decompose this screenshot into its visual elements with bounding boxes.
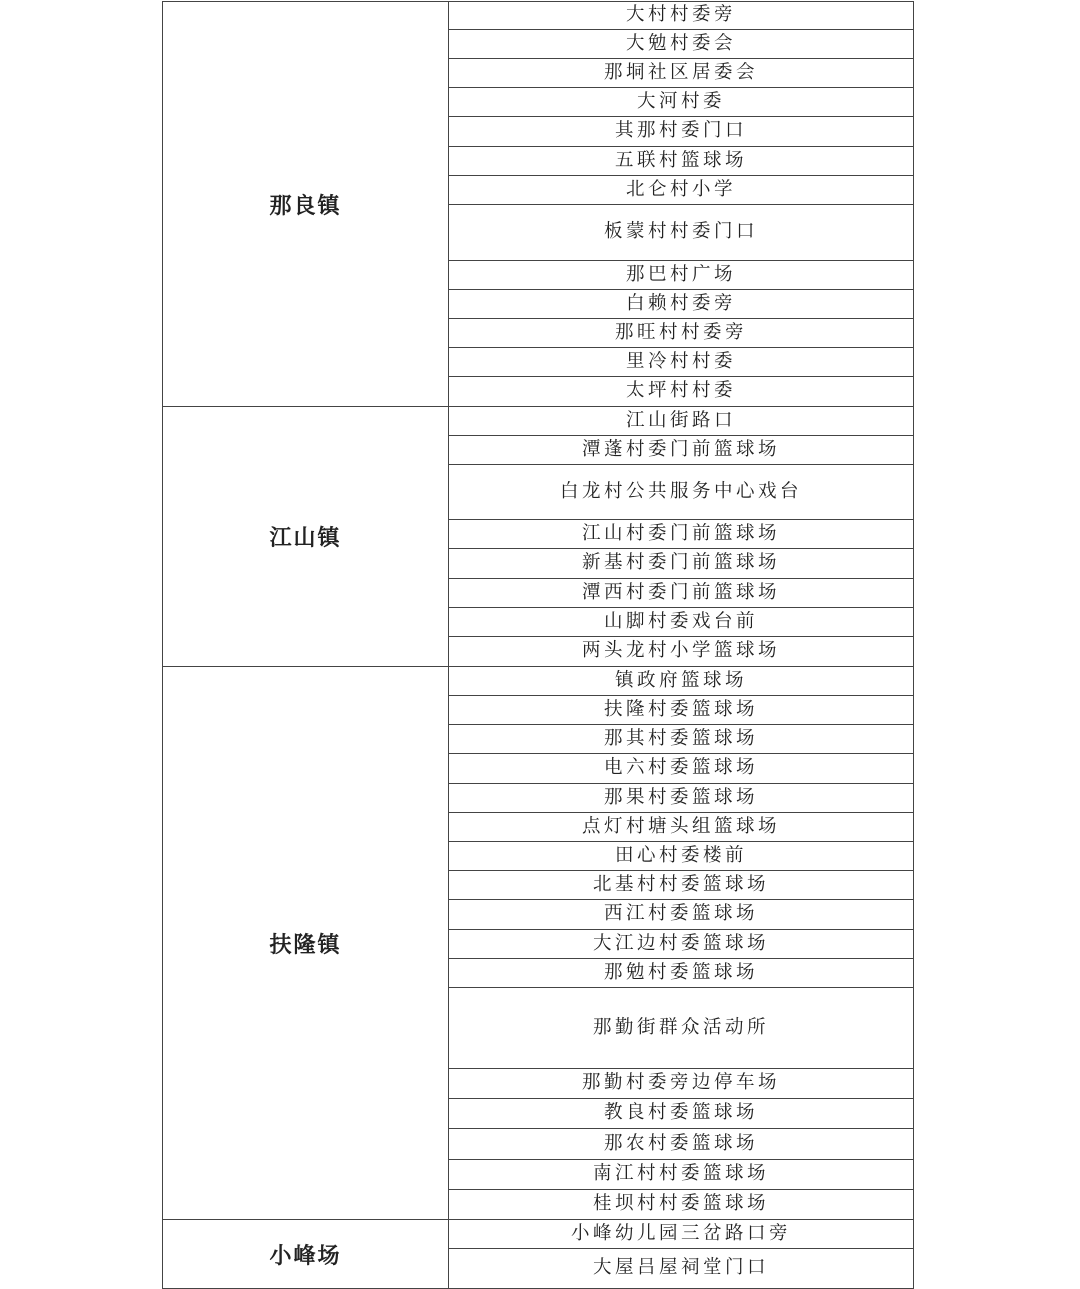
site-name: 那其村委篮球场 — [449, 725, 914, 754]
site-name: 那农村委篮球场 — [449, 1129, 914, 1160]
site-name: 潭蓬村委门前篮球场 — [449, 436, 914, 465]
site-name: 那垌社区居委会 — [449, 59, 914, 88]
site-name: 那勤街群众活动所 — [449, 988, 914, 1069]
site-name: 两头龙村小学篮球场 — [449, 637, 914, 667]
polling-sites-table — [162, 1, 914, 1289]
site-name: 点灯村塘头组篮球场 — [449, 813, 914, 842]
site-name: 桂坝村村委篮球场 — [449, 1190, 914, 1220]
site-name: 那旺村村委旁 — [449, 319, 914, 348]
site-name: 那果村委篮球场 — [449, 784, 914, 813]
site-name: 江山街路口 — [449, 407, 914, 436]
site-name: 扶隆村委篮球场 — [449, 696, 914, 725]
town-name: 江山镇 — [163, 407, 449, 667]
site-name: 大勉村委会 — [449, 30, 914, 59]
table-row — [163, 2, 914, 30]
site-name: 西江村委篮球场 — [449, 900, 914, 930]
site-name: 里冷村村委 — [449, 348, 914, 377]
site-name: 那勉村委篮球场 — [449, 959, 914, 988]
site-name: 大屋吕屋祠堂门口 — [449, 1249, 914, 1289]
site-name: 其那村委门口 — [449, 117, 914, 147]
site-name: 新基村委门前篮球场 — [449, 549, 914, 579]
site-name: 镇政府篮球场 — [449, 667, 914, 696]
site-name: 板蒙村村委门口 — [449, 205, 914, 261]
site-name: 电六村委篮球场 — [449, 754, 914, 784]
site-name: 太坪村村委 — [449, 377, 914, 407]
site-name: 北基村村委篮球场 — [449, 871, 914, 900]
site-name: 那巴村广场 — [449, 261, 914, 290]
town-name: 扶隆镇 — [163, 667, 449, 1220]
site-name: 大河村委 — [449, 88, 914, 117]
site-name: 五联村篮球场 — [449, 147, 914, 176]
site-name: 白龙村公共服务中心戏台 — [449, 465, 914, 520]
town-name: 小峰场 — [163, 1220, 449, 1289]
town-name: 那良镇 — [163, 2, 449, 407]
site-name: 潭西村委门前篮球场 — [449, 579, 914, 608]
site-name: 小峰幼儿园三岔路口旁 — [449, 1220, 914, 1249]
site-name: 南江村村委篮球场 — [449, 1160, 914, 1190]
table-row — [163, 667, 914, 696]
site-name: 大江边村委篮球场 — [449, 930, 914, 959]
site-name: 教良村委篮球场 — [449, 1099, 914, 1129]
site-name: 大村村委旁 — [449, 2, 914, 30]
site-name: 田心村委楼前 — [449, 842, 914, 871]
table-row — [163, 407, 914, 436]
site-name: 江山村委门前篮球场 — [449, 520, 914, 549]
site-name: 白赖村委旁 — [449, 290, 914, 319]
table-row — [163, 1220, 914, 1249]
site-name: 北仑村小学 — [449, 176, 914, 205]
site-name: 山脚村委戏台前 — [449, 608, 914, 637]
site-name: 那勤村委旁边停车场 — [449, 1069, 914, 1099]
